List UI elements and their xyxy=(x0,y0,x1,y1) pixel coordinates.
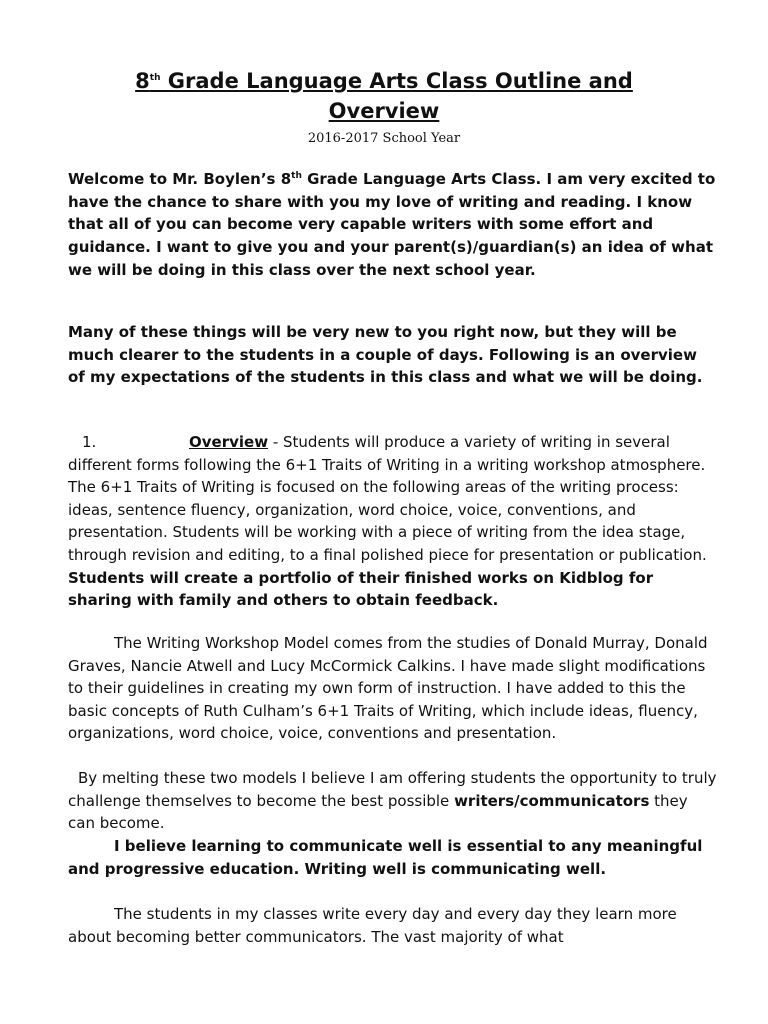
workshop-paragraph xyxy=(68,632,718,745)
portfolio-note: Students will create a portfolio of their finished works on Kidblog for sharing with family and others to obtain feedback. xyxy=(68,568,654,610)
expectations-paragraph: Many of these things will be very new to you right now, but they will be much clearer to the students in a couple of days. Following is an overview of my expectations of the students in this class and what we will be doing. xyxy=(68,323,703,387)
title-number: 8 xyxy=(135,69,150,93)
title-line-1 xyxy=(135,69,633,93)
title-superscript: th xyxy=(149,73,161,83)
welcome-text-b: Grade Language Arts Class. I am very excited to have the chance to share with you my love of writing and reading. I know that all of you can become very capable writers with some effort and guidance. I want to give you and your parent(s)/guardian(s) an idea of what we will be doing in this class over the next school year. xyxy=(68,170,716,279)
melting-text-a: By melting these two models I believe I am offering students the opportunity to truly challenge themselves to become the best possible xyxy=(68,769,717,810)
page-title xyxy=(60,66,708,126)
overview-section xyxy=(68,431,718,612)
section-heading: Overview xyxy=(189,433,269,451)
melting-text-b: they can become. xyxy=(68,791,688,833)
workshop-text: The Writing Workshop Model comes from the studies of Donald Murray, Donald Graves, Nancie Atwell and Lucy McCormick Calkins. I have made slight modifications to their guidelines in creating my own form of instruction. I have added to this the basic concepts of Ruth Culham’s 6+1 Traits of Writing, which include ideas, fluency, organizations, word choice, voice, conventions and presentation. xyxy=(68,634,708,743)
welcome-text-a: Welcome to Mr. Boylen’s 8 xyxy=(68,170,292,188)
students-paragraph xyxy=(68,903,718,948)
title-text: Grade Language Arts Class Outline and xyxy=(160,69,633,93)
school-year-subtitle: 2016-2017 School Year xyxy=(307,131,461,146)
title-line-2: Overview xyxy=(328,99,440,123)
section-number: 1. xyxy=(82,433,97,451)
students-text: The students in my classes write every day and every day they learn more about becoming better communicators. The vast majority of what xyxy=(68,905,677,946)
welcome-superscript: th xyxy=(291,171,302,181)
believe-paragraph xyxy=(68,835,718,880)
believe-text: I believe learning to communicate well is essential to any meaningful and progressive education. Writing well is communicating well. xyxy=(68,837,703,878)
melting-bold: writers/communicators xyxy=(454,791,650,810)
overview-text: - Students will produce a variety of writing in several different forms following the 6+1 Traits of Writing in a writing workshop atmosphere. The 6+1 Traits of Writing is focused on the following areas of the writing process: ideas, sentence fluency, organization, word choice, voice, conventions, and presentation. Students will be working with a piece of writing from the idea stage, through revision and editing, to a final polished piece for presentation or publication. xyxy=(68,433,707,564)
melting-paragraph xyxy=(68,767,718,835)
welcome-paragraph xyxy=(68,168,718,282)
